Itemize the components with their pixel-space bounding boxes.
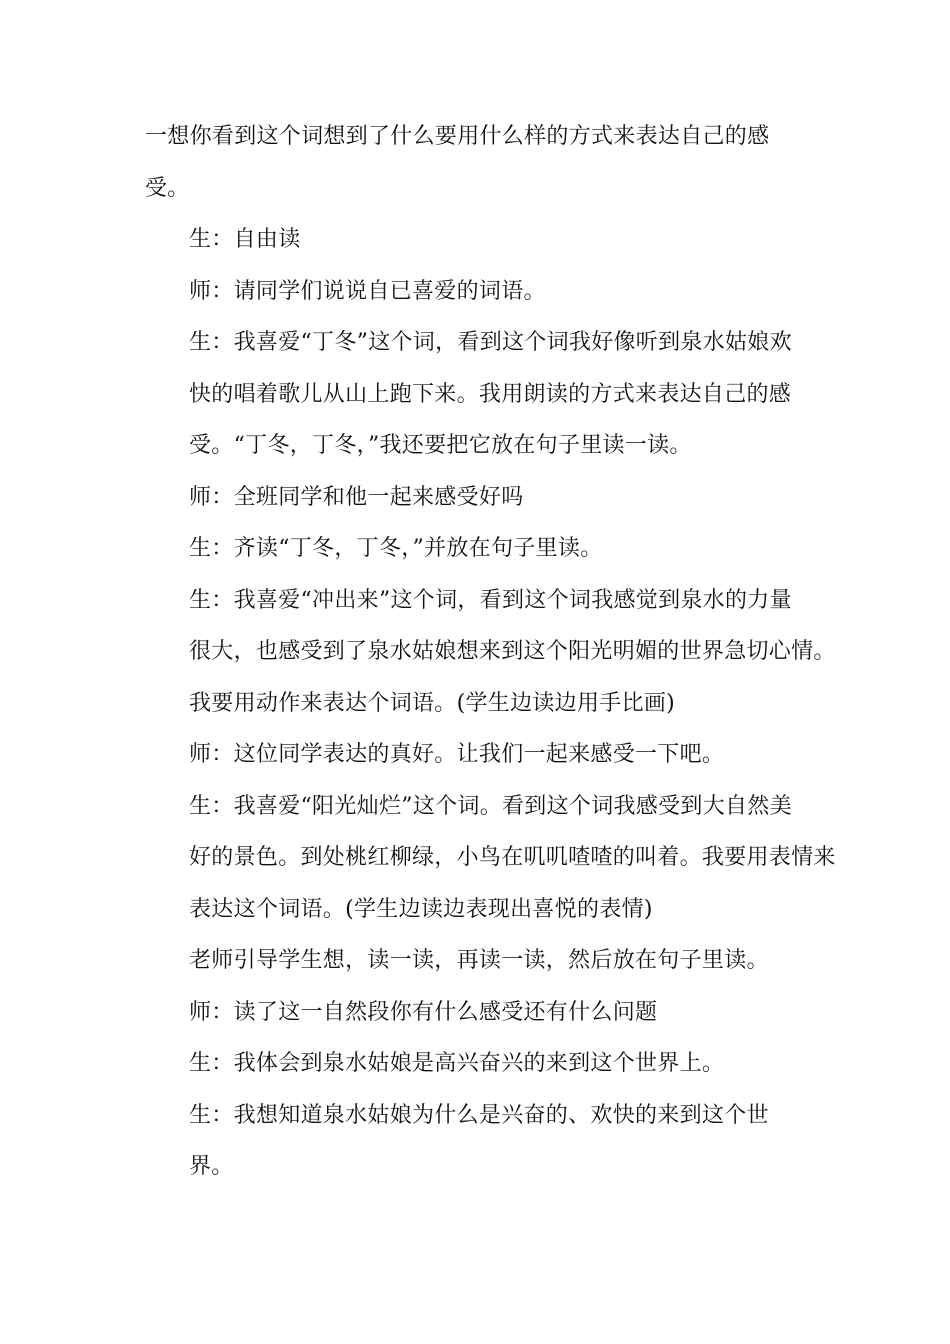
text-line: 生：我喜爱“丁冬”这个词，看到这个词我好像听到泉水姑娘欢 (189, 330, 792, 355)
paragraph (145, 214, 800, 266)
text-line: 快的唱着歌儿从山上跑下来。我用朗读的方式来表达自己的感 (189, 381, 792, 407)
text-line: 生：齐读“丁冬，丁冬，”并放在句子里读。 (189, 536, 603, 561)
text-line: 老师引导学生想，读一读，再读一读，然后放在句子里读。 (189, 948, 769, 973)
text-line: 生：我想知道泉水姑娘为什么是兴奋的、欢快的来到这个世 (189, 1102, 769, 1128)
paragraph (145, 266, 800, 318)
text-line: 界。 (189, 1154, 234, 1179)
text-line: 生：自由读 (189, 227, 301, 252)
text-line: 受。“丁冬，丁冬，”我还要把它放在句子里读一读。 (189, 433, 692, 458)
text-line: 表达这个词语。(学生边读边表现出喜悦的表情) (189, 896, 653, 922)
paragraph (145, 1038, 800, 1090)
text-line: 生：我喜爱“冲出来”这个词，看到这个词我感觉到泉水的力量 (189, 587, 792, 613)
paragraph (145, 523, 800, 575)
paragraph (145, 1090, 800, 1193)
text-line: 受。 (145, 175, 190, 201)
text-line: 好的景色。到处桃红柳绿，小鸟在叽叽喳喳的叫着。我要用表情来 (189, 845, 836, 870)
text-line: 我要用动作来表达个词语。(学生边读边用手比画) (189, 690, 676, 716)
paragraph (145, 781, 836, 936)
text-line: 很大，也感受到了泉水姑娘想来到这个阳光明媚的世界急切心情。 (189, 639, 836, 664)
text-line: 师：请同学们说说自已喜爱的词语。 (189, 278, 546, 304)
paragraph (145, 472, 800, 524)
paragraph (145, 935, 800, 987)
paragraph (145, 729, 800, 781)
text-line: 师：读了这一自然段你有什么感受还有什么问题 (189, 999, 658, 1025)
paragraph (145, 987, 800, 1039)
text-line: 生：我体会到泉水姑娘是高兴奋兴的来到这个世界上。 (189, 1051, 725, 1076)
paragraph (145, 317, 800, 472)
text-line: 师：全班同学和他一起来感受好吗 (189, 484, 524, 510)
text-line: 生：我喜爱“阳光灿烂”这个词。看到这个词我感受到大自然美 (189, 793, 792, 819)
text-line: 师：这位同学表达的真好。让我们一起来感受一下吧。 (189, 742, 725, 767)
document-body (145, 111, 836, 1193)
paragraph (145, 575, 836, 730)
paragraph (145, 111, 800, 214)
text-line: 一想你看到这个词想到了什么要用什么样的方式来表达自己的感 (145, 124, 770, 149)
